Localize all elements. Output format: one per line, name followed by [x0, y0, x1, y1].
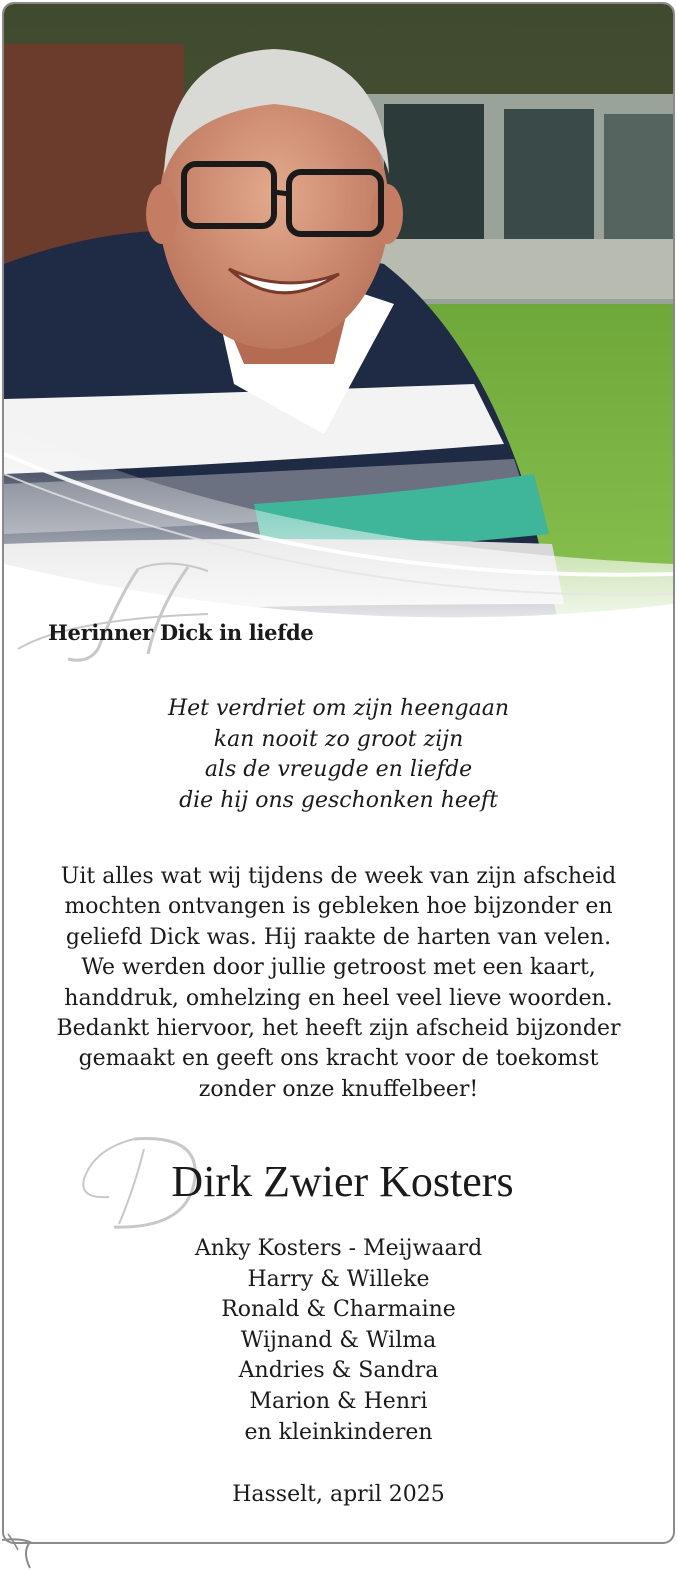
- family-member: Ronald & Charmaine: [221, 1297, 456, 1323]
- calligraphic-h-flourish-icon: [8, 559, 228, 669]
- family-member: en kleinkinderen: [244, 1419, 433, 1445]
- deceased-name: Dirk Zwier Kosters: [171, 1157, 514, 1206]
- verse-line: Het verdriet om zijn heengaan: [167, 696, 510, 721]
- message-line: gemaakt en geeft ons kracht voor de toekomst: [78, 1046, 599, 1072]
- family-member: Harry & Willeke: [247, 1266, 430, 1292]
- verse-line: kan nooit zo groot zijn: [213, 726, 464, 752]
- corner-hook-mark-icon: [0, 1532, 50, 1574]
- condolence-card: [2, 2, 675, 1544]
- verse-line: die hij ons geschonken heeft: [179, 787, 498, 813]
- family-member: Andries & Sandra: [238, 1358, 439, 1384]
- message-line: We werden door jullie getroost met een kaart,: [81, 955, 596, 981]
- message-line: Bedankt hiervoor, het heeft zijn afscheid bijzonder: [56, 1016, 621, 1042]
- message-line: mochten ontvangen is gebleken hoe bijzonder en: [64, 894, 613, 920]
- place-and-date: Hasselt, april 2025: [232, 1482, 445, 1507]
- family-member: Wijnand & Wilma: [240, 1327, 437, 1353]
- verse-line: als de vreugde en liefde: [204, 757, 473, 782]
- thank-you-message: [4, 862, 673, 1105]
- family-list: [4, 1234, 673, 1448]
- family-member: Marion & Henri: [249, 1388, 428, 1414]
- message-line: zonder onze knuffelbeer!: [198, 1076, 479, 1102]
- message-line: handdruk, omhelzing en heel veel lieve woorden.: [64, 985, 613, 1011]
- memorial-verse: [4, 694, 673, 816]
- card-heading: Herinner Dick in liefde: [48, 620, 314, 645]
- family-member: Anky Kosters - Meijwaard: [194, 1236, 483, 1261]
- message-line: Uit alles wat wij tijdens de week van zijn afscheid: [60, 864, 617, 889]
- portrait-photo: [4, 4, 673, 644]
- message-line: geliefd Dick was. Hij raakte de harten van velen.: [65, 924, 612, 950]
